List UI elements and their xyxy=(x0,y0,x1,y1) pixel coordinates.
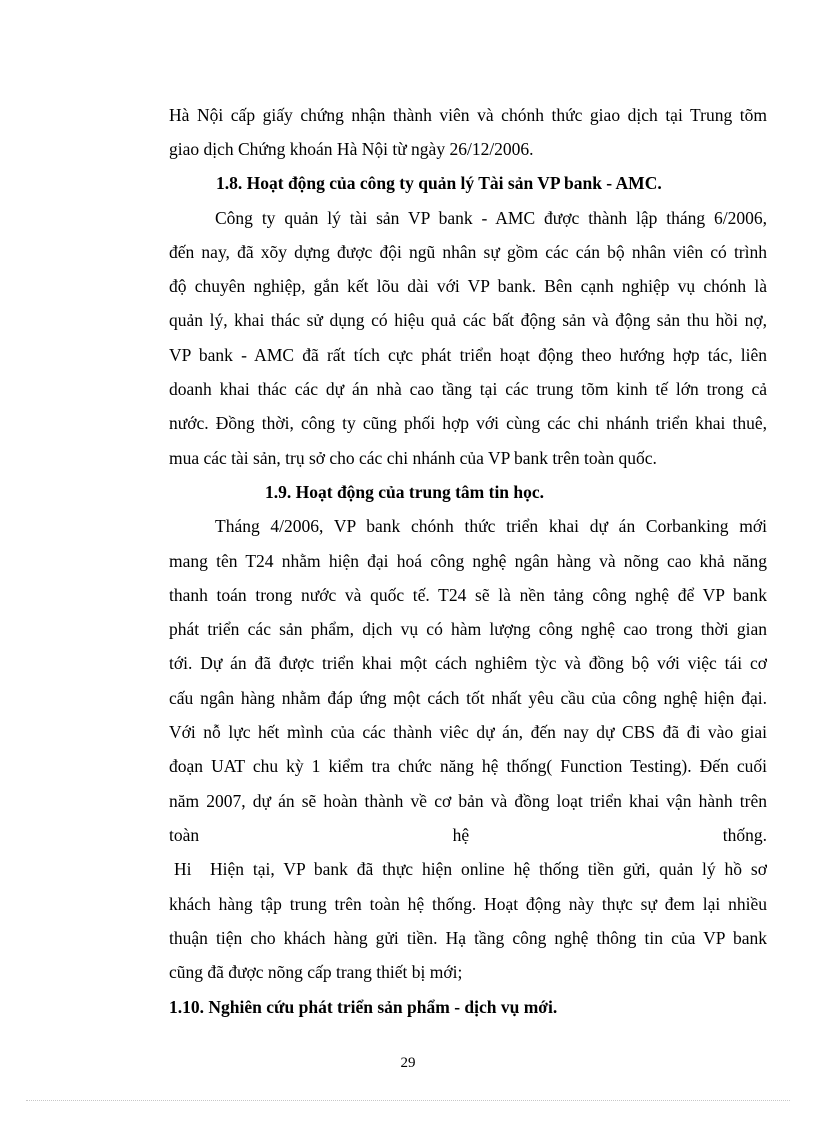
text-line: thuận tiện cho khách hàng gửi tiền. Hạ tầng công nghệ thông tin của VP bank xyxy=(169,928,767,948)
text-line: cũng đã được nõng cấp trang thiết bị mới; xyxy=(169,962,463,982)
text-line: mang tên T24 nhằm hiện đại hoá công nghệ ngân hàng và nõng cao khả năng xyxy=(169,551,767,571)
text-line: khách hàng tập trung trên toàn hệ thống. Hoạt động này thực sự đem lại nhiều xyxy=(169,894,767,914)
text-line: độ chuyên nghiệp, gắn kết lõu dài với VP bank. Bên cạnh nghiệp vụ chónh là xyxy=(169,276,767,296)
text-line: mua các tài sản, trụ sở cho các chi nhánh của VP bank trên toàn quốc. xyxy=(169,448,657,468)
stray-text: Hi xyxy=(174,859,192,879)
word: thống. xyxy=(722,825,767,845)
section-heading-1-10: 1.10. Nghiên cứu phát triển sản phẩm - dịch vụ mới. xyxy=(169,997,558,1017)
text-line: nước. Đồng thời, công ty cũng phối hợp với cùng các chi nhánh triển khai thuê, xyxy=(169,413,767,433)
section-heading-1-9: 1.9. Hoạt động của trung tâm tin học. xyxy=(265,482,545,502)
text-line: thanh toán trong nước và quốc tế. T24 sẽ là nền tảng công nghệ để VP bank xyxy=(169,585,767,605)
text-line xyxy=(174,857,767,881)
word: hệ xyxy=(452,825,470,845)
word: toàn xyxy=(169,825,200,845)
text-line: Tháng 4/2006, VP bank chónh thức triển khai dự án Corbanking mới xyxy=(215,516,767,536)
section-heading-1-8: 1.8. Hoạt động của công ty quản lý Tài sản VP bank - AMC. xyxy=(216,173,662,193)
page-number: 29 xyxy=(400,1055,416,1071)
page-bottom-divider xyxy=(26,1100,790,1101)
text-line-spread xyxy=(169,823,767,847)
text-line: đến nay, đã xõy dựng được đội ngũ nhân sự gồm các cán bộ nhân viên có trình xyxy=(169,242,767,262)
text-line: Với nỗ lực hết mình của các thành viêc dự án, đến nay dự CBS đã đi vào giai xyxy=(169,722,767,742)
text-line: đoạn UAT chu kỳ 1 kiểm tra chức năng hệ thống( Function Testing). Đến cuối xyxy=(169,756,767,776)
text-line: năm 2007, dự án sẽ hoàn thành về cơ bản và đồng loạt triển khai vận hành trên xyxy=(169,791,767,811)
text-line: Hà Nội cấp giấy chứng nhận thành viên và chónh thức giao dịch tại Trung tõm xyxy=(169,105,767,125)
text-line: giao dịch Chứng khoán Hà Nội từ ngày 26/12/2006. xyxy=(169,139,534,159)
text-line: Công ty quản lý tài sản VP bank - AMC được thành lập tháng 6/2006, xyxy=(215,208,767,228)
text-line: VP bank - AMC đã rất tích cực phát triển hoạt động theo hướng hợp tác, liên xyxy=(169,345,767,365)
text-line: doanh khai thác các dự án nhà cao tầng tại các trung tõm kinh tế lớn trong cả xyxy=(169,379,767,399)
text-line: quản lý, khai thác sử dụng có hiệu quả các bất động sản và động sản thu hồi nợ, xyxy=(169,310,767,330)
text-line: phát triển các sản phẩm, dịch vụ có hàm lượng công nghệ cao trong thời gian xyxy=(169,619,767,639)
line-content: Hiện tại, VP bank đã thực hiện online hệ thống tiền gửi, quản lý hồ sơ xyxy=(210,859,767,879)
text-line: cấu ngân hàng nhằm đáp ứng một cách tốt nhất yêu cầu của công nghệ hiện đại. xyxy=(169,688,767,708)
text-line: tới. Dự án đã được triển khai một cách nghiêm tỳc và đồng bộ với việc tái cơ xyxy=(169,653,767,673)
